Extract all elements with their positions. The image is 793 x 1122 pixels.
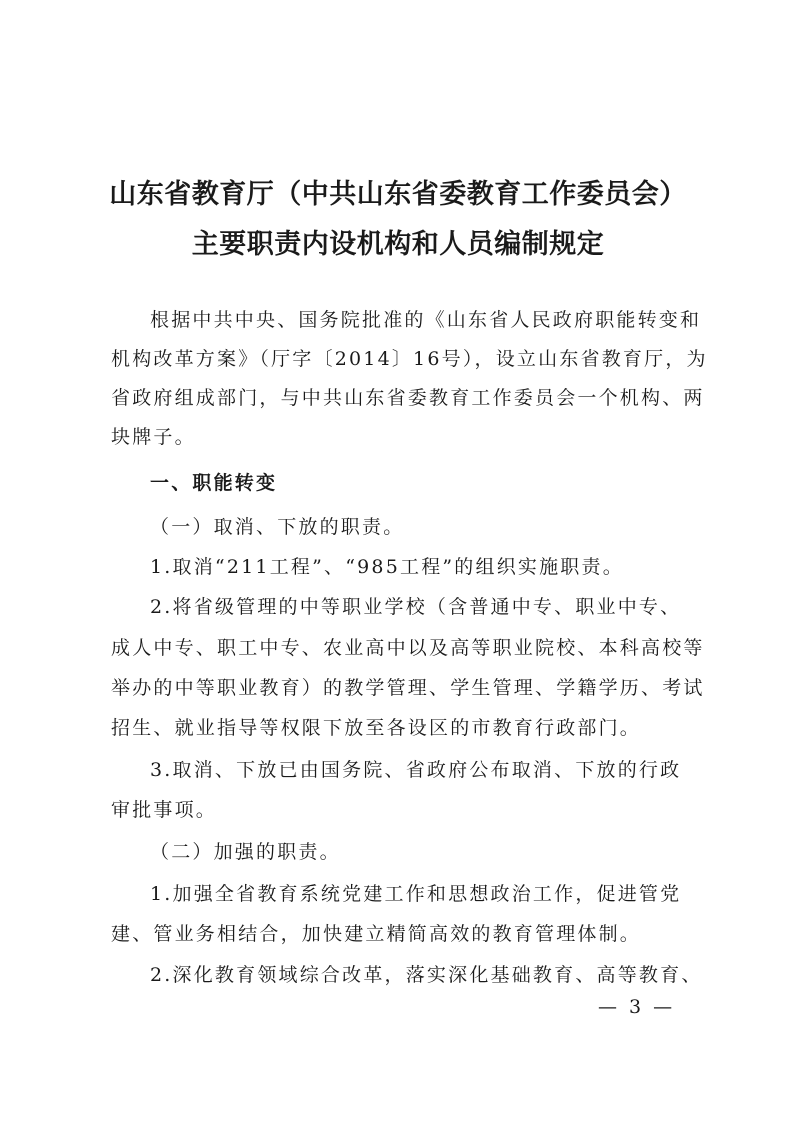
paragraph-line: 2.将省级管理的中等职业学校（含普通中专、职业中专、 (150, 596, 682, 618)
paragraph-line: 1.加强全省教育系统党建工作和思想政治工作，促进管党 (150, 883, 682, 905)
document-title-line-1: 山东省教育厅（中共山东省委教育工作委员会） (109, 179, 687, 210)
document-title-line-2: 主要职责内设机构和人员编制规定 (191, 229, 605, 260)
paragraph-line: 省政府组成部门，与中共山东省委教育工作委员会一个机构、两 (111, 387, 705, 409)
paragraph-line: 2.深化教育领域综合改革，落实深化基础教育、高等教育、 (150, 964, 703, 986)
section-heading: 一、职能转变 (150, 472, 278, 494)
paragraph-line: 成人中专、职工中专、农业高中以及高等职业院校、本科高校等 (111, 637, 705, 659)
paragraph-line: 根据中共中央、国务院批准的《山东省人民政府职能转变和 (150, 309, 702, 331)
subsection-heading: （一）取消、下放的职责。 (150, 516, 405, 538)
subsection-heading: （二）加强的职责。 (150, 841, 341, 863)
page-number: — 3 — (598, 996, 676, 1018)
paragraph-line: 块牌子。 (111, 426, 196, 448)
paragraph-line: 3.取消、下放已由国务院、省政府公布取消、下放的行政 (150, 759, 682, 781)
paragraph-line: 机构改革方案》（厅字〔2014〕16号），设立山东省教育厅，为 (111, 348, 708, 370)
paragraph-line: 举办的中等职业教育）的教学管理、学生管理、学籍学历、考试 (111, 677, 705, 699)
paragraph-line: 招生、就业指导等权限下放至各设区的市教育行政部门。 (111, 717, 642, 739)
paragraph-line: 建、管业务相结合，加快建立精简高效的教育管理体制。 (111, 923, 642, 945)
paragraph-line: 1.取消“211工程”、“985工程”的组织实施职责。 (150, 556, 624, 578)
paragraph-line: 审批事项。 (111, 799, 218, 821)
